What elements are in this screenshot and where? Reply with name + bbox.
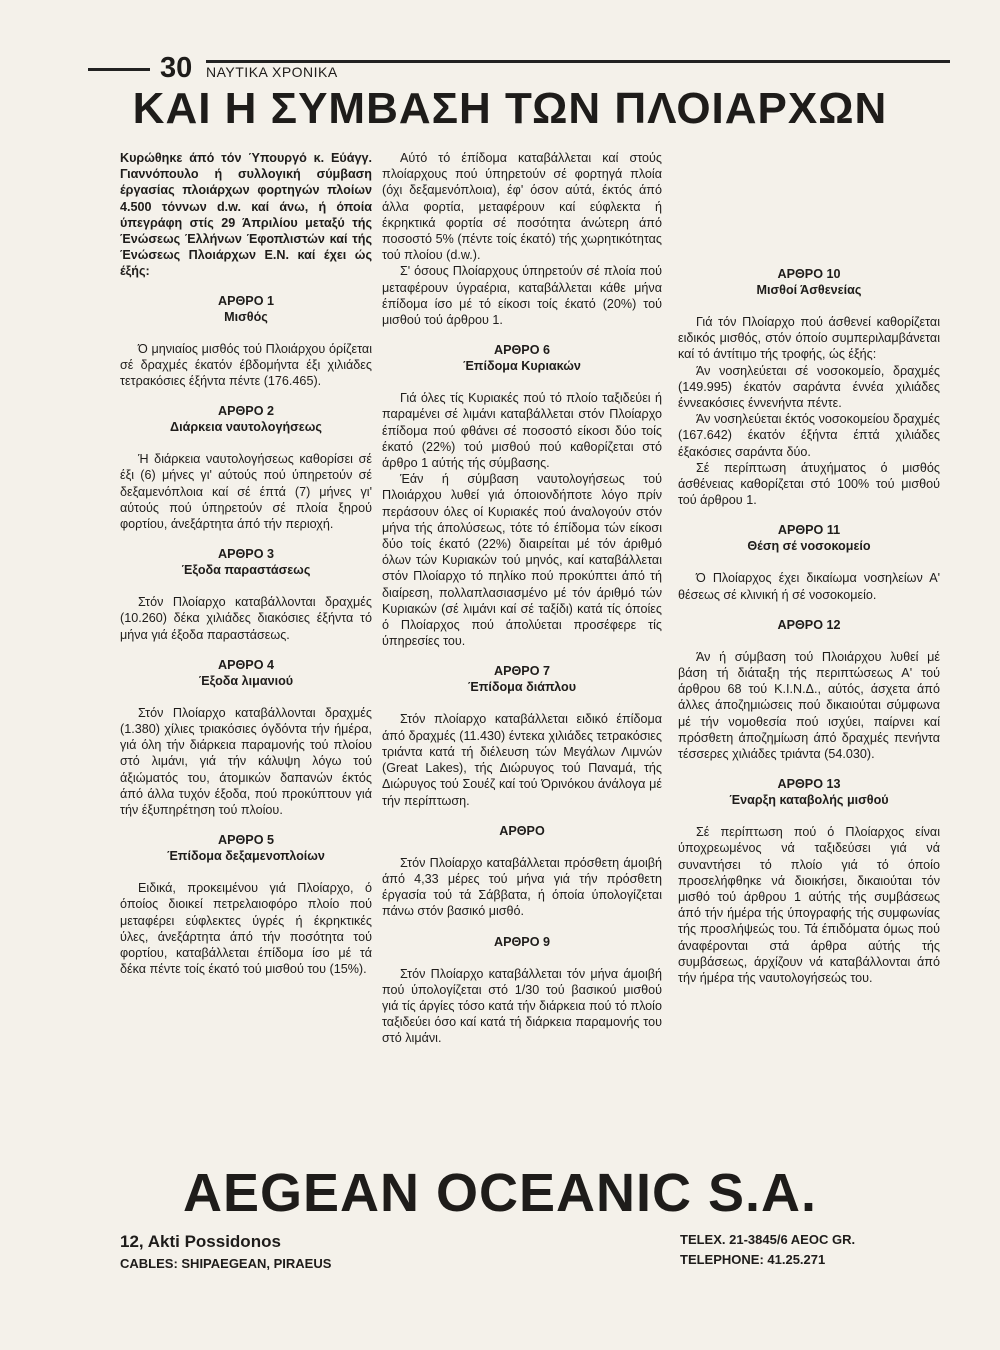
article-9-heading bbox=[382, 934, 662, 950]
article-4-number: ΑΡΘΡΟ 4 bbox=[218, 657, 274, 672]
header-rule-left bbox=[88, 68, 150, 71]
article-4-text: Στόν Πλοίαρχο καταβάλλονται δραχμές (1.380) χίλιες τριακόσιες όγδόντα τήν ήμέρα, γιά όλη τήν διάρκεια παραμονής τού πλοίου στό λιμάνι, γιά τήν κάλυψη λόγω τού άξιώματός του, άτομικών δαπανών έκτός άπό άλλα τυχόν έξοδα, πού προκύπτουν γιά τήν έξυπηρέτηση τού πλοίου. bbox=[120, 705, 372, 818]
article-12-heading bbox=[678, 617, 940, 633]
article-10-text-3: Άν νοσηλεύεται έκτός νοσοκομείου δραχμές (167.642) έκατόν έξήντα έπτά χιλιάδες έξακόσιες σαράντα δύο. bbox=[678, 412, 940, 459]
article-13-text: Σέ περίπτωση πού ό Πλοίαρχος είναι ύποχρεωμένος νά ταξιδεύσει γιά νά συναντήσει τό πλοίο γιά τό όποίο προσελήφθηκε νά διοικήσει, δικαιούται τόν μισθό τού άρθρου 1 αύτής τής συμβάσεως άπό τήν ήμέρα τής ύπογραφής τής συμφωνίας τής προσλήψεώς του. Τά έπιδόματα όμως πού άναφέρονται στά άρθρα αύτής τής συμβάσεως, άρχίζουν νά καταβάλλονται άπό τήν ήμέρα τής ναυτολογήσεώς του. bbox=[678, 825, 940, 986]
article-7-heading bbox=[382, 663, 662, 695]
article-10-title: Μισθοί Άσθενείας bbox=[756, 283, 862, 297]
article-11-text: Ό Πλοίαρχος έχει δικαίωμα νοσηλείων Α' θέσεως σέ κλινική ή σέ νοσοκομείο. bbox=[678, 571, 940, 602]
article-8-text: Στόν Πλοίαρχο καταβάλλεται πρόσθετη άμοιβή άπό 4,33 μέρες τού μήνα γιά τήν πρόσθετη έργασία τού τά Σάββατα, ή όποία ύπολογίζεται πάνω στόν βασικό μισθό. bbox=[382, 855, 662, 919]
article-6-number: ΑΡΘΡΟ 6 bbox=[494, 343, 550, 358]
article-5-number: ΑΡΘΡΟ 5 bbox=[218, 833, 274, 848]
article-3-text: Στόν Πλοίαρχο καταβάλλονται δραχμές (10.260) δέκα χιλιάδες διακόσιες έξήντα τό μήνα γιά έξοδα παραστάσεως. bbox=[120, 595, 372, 642]
article-13-number: ΑΡΘΡΟ 13 bbox=[777, 777, 841, 792]
ad-cables: CABLES: SHIPAEGEAN, PIRAEUS bbox=[120, 1256, 332, 1271]
article-10-heading bbox=[678, 266, 940, 298]
article-4-heading bbox=[120, 657, 372, 689]
article-12-number: ΑΡΘΡΟ 12 bbox=[777, 617, 841, 632]
article-11-number: ΑΡΘΡΟ 11 bbox=[777, 523, 841, 538]
article-13-title: Έναρξη καταβολής μισθού bbox=[729, 793, 889, 808]
article-5-title: Έπίδομα δεξαμενοπλοίων bbox=[167, 849, 325, 864]
article-1-number: ΑΡΘΡΟ 1 bbox=[218, 293, 274, 308]
article-11-title: Θέση σέ νοσοκομείο bbox=[747, 539, 871, 554]
column-1 bbox=[120, 150, 372, 978]
column-3 bbox=[678, 150, 940, 986]
article-6-text-1: Γιά όλες τίς Κυριακές πού τό πλοίο ταξιδεύει ή παραμένει σέ λιμάνι καταβάλλεται στόν Πλοίαρχο έπίδομα πού φθάνει σέ ποσοστό είκοσι δύο τοίς έκατό (22%) τού μισθού πού καθορίζεται στό άρθρο 1 αύτής τής σύμβασης. bbox=[382, 391, 662, 471]
article-1-heading bbox=[120, 293, 372, 325]
ad-telex: TELEX. 21-3845/6 AEOC GR. bbox=[680, 1232, 856, 1247]
article-3-number: ΑΡΘΡΟ 3 bbox=[218, 547, 274, 562]
article-13-heading bbox=[678, 776, 940, 808]
article-7-title: Έπίδομα διάπλου bbox=[467, 680, 577, 695]
article-6-title: Έπίδομα Κυριακών bbox=[463, 359, 581, 374]
ad-telephone: TELEPHONE: 41.25.271 bbox=[680, 1252, 826, 1267]
article-11-heading bbox=[678, 522, 940, 554]
column-2 bbox=[382, 150, 662, 1047]
intro-paragraph: Κυρώθηκε άπό τόν Ύπουργό κ. Εύάγγ. Γιαννόπουλο ή συλλογική σύμβαση έργασίας πλοιάρχων φορτηγών πλοίων 4.500 τόννων d.w. καί άνω, ή όποία ύπεγράφη στίς 29 Άπριλίου μεταξύ τής Ένώσεως Έλλήνων Έφοπλιστών καί τής Ένώσεως Πλοιάρχων Ε.Ν. καί έχει ώς έξής: bbox=[120, 151, 372, 279]
article-2-title: Διάρκεια ναυτολογήσεως bbox=[170, 420, 322, 435]
article-6-heading bbox=[382, 342, 662, 374]
article-1-text: Ό μηνιαίος μισθός τού Πλοιάρχου όρίζεται σέ δραχμές έκατόν έβδομήντα έξι χιλιάδες τετρακόσιες έξήντα πέντε (176.465). bbox=[120, 341, 372, 389]
ad-address: 12, Akti Possidonos bbox=[120, 1232, 281, 1251]
article-5-text-3: Σ' όσους Πλοίαρχους ύπηρετούν σέ πλοία πού μεταφέρουν ύγραέρια, καταβάλλεται κάθε μήνα έπίδομα ίσο μέ τό είκοσι τοίς έκατό (20%) τού μισθού τού άρθρου 1. bbox=[382, 264, 662, 328]
article-6-text-2: Έάν ή σύμβαση ναυτολογήσεως τού Πλοιάρχου λυθεί γιά όποιονδήποτε λόγο πρίν περάσουν όλες οί Κυριακές πού άναλογούν στόν μήνα τής άπολύσεως, τότε τό έπίδομα τών είκοσι δύο τοίς έκατό (22%) διαιρείται μέ τόν άριθμό όλων τών Κυριακών τού μηνός, καί καταβάλλεται στόν Πλοίαρχο τό πηλίκο πού προκύπτει άπό τή διαίρεση, πολλαπλασιασμένο μέ τόν άριθμό τών Κυριακών (σέ λιμάνι καί σέ ταξίδι) κατά τίς όποίες ό Πλοίαρχος πού άπολύεται προσέφερε τίς ύπηρεσίες του. bbox=[382, 472, 662, 649]
article-8-heading bbox=[382, 823, 662, 839]
article-5-text-1: Ειδικά, προκειμένου γιά Πλοίαρχο, ό όποίος διοικεί πετρελαιοφόρο πλοίο πού μεταφέρει εύφλεκτες ύγρές ή έκρηκτικές ύλες, άνεξάρτητα άπό τήν ποσότητα τού φορτίου, καταβάλλεται έπίδομα ίσο μέ τά δέκα πέντε τοίς έκατό τού μισθού του (15%). bbox=[120, 881, 372, 977]
article-9-number: ΑΡΘΡΟ 9 bbox=[494, 934, 550, 949]
article-8-number: ΑΡΘΡΟ bbox=[499, 823, 545, 838]
article-12-text: Άν ή σύμβαση τού Πλοιάρχου λυθεί μέ βάση τή διάταξη τής περιπτώσεως Α' τού άρθρου 68 τού Κ.Ι.Ν.Δ., αύτός, άσχετα άπό άλλες άποζημιώσεις πού δικαιούται σύμφωνα μέ τήν νομοθεσία πού ισχύει, παίρνει καί πρόσθετη άποζημίωση άπό δραχμές πενήντα τέσσερες χιλιάδες τριάντα (54.030). bbox=[678, 649, 940, 762]
article-4-title: Έξοδα λιμανιού bbox=[198, 673, 294, 688]
article-10-number: ΑΡΘΡΟ 10 bbox=[777, 267, 841, 281]
article-3-title: Έξοδα παραστάσεως bbox=[181, 563, 311, 578]
article-2-text: Ή διάρκεια ναυτολογήσεως καθορίσει σέ έξι (6) μήνες γι' αύτούς πού ύπηρετούν σέ δεξαμενόπλοια καί σέ έπτά (7) μήνες γι' αύτούς πού ύπηρετούν σέ πλοία ξηρού φορτίου, άνεξάρτητα άπό τήν περιοχή. bbox=[120, 452, 372, 532]
article-2-heading bbox=[120, 403, 372, 435]
article-10-text-4: Σέ περίπτωση άτυχήματος ό μισθός άσθένειας καθορίζεται στό 100% τού μισθού τού άρθρου 1. bbox=[678, 460, 940, 508]
headline: ΚΑΙ Η ΣΥΜΒΑΣΗ ΤΩΝ ΠΛΟΙΑΡΧΩΝ bbox=[132, 84, 888, 133]
header-rule-right bbox=[206, 60, 950, 63]
article-10-text-1: Γιά τόν Πλοίαρχο πού άσθενεί καθορίζεται ειδικός μισθός, στόν όποίο συμπεριλαμβάνεται καί τό άντίτιμο τής τροφής, ώς έξής: bbox=[678, 315, 940, 362]
article-7-text: Στόν πλοίαρχο καταβάλλεται ειδικό έπίδομα άπό δραχμές (11.430) έντεκα χιλιάδες τετρακόσιες τριάντα κατά τή διέλευση τών Μεγάλων Λιμνών (Great Lakes), τής Διώρυγος τού Παναμά, τής Διώρυγος τού Σουέζ καί τού Όρινόκου άνάλογα μέ τήν περίπτωση. bbox=[382, 712, 662, 808]
article-5-text-2: Αύτό τό έπίδομα καταβάλλεται καί στούς πλοίαρχους πού ύπηρετούν σέ φορτηγά πλοία (όχι δεξαμενόπλοια), έφ' όσον αύτά, έκτός άπό άλλα φορτία, μεταφέρουν καί εύφλεκτα ή έκρηκτικά φορτία σέ ποσότητα άνώτερη άπό ποσοστό 5% (πέντε τοίς έκατό) τής χωρητικότητας τού πλοίου (d.w.). bbox=[382, 151, 662, 263]
article-5-heading bbox=[120, 832, 372, 864]
article-7-number: ΑΡΘΡΟ 7 bbox=[494, 664, 550, 679]
article-10-text-2: Άν νοσηλεύεται σέ νοσοκομείο, δραχμές (149.995) έκατόν σαράντα έννέα χιλιάδες έννεακόσιες έννενήντα πέντε. bbox=[678, 363, 940, 411]
article-3-heading bbox=[120, 546, 372, 578]
ad-company-name: AEGEAN OCEANIC S.A. bbox=[182, 1163, 818, 1223]
page-number: 30 bbox=[160, 52, 193, 84]
article-9-text: Στόν Πλοίαρχο καταβάλλεται τόν μήνα άμοιβή πού ύπολογίζεται στό 1/30 τού βασικού μισθού γιά τίς άργίες τόσο κατά τήν διάρκεια πού τό πλοίο ταξιδεύει όσο καί κατά τή διάρκεια παραμονής του στό λιμάνι. bbox=[382, 966, 662, 1046]
publication-name: ΝΑΥΤΙΚΑ ΧΡΟΝΙΚΑ bbox=[206, 64, 338, 80]
article-1-title: Μισθός bbox=[224, 309, 268, 324]
article-2-number: ΑΡΘΡΟ 2 bbox=[218, 404, 274, 419]
